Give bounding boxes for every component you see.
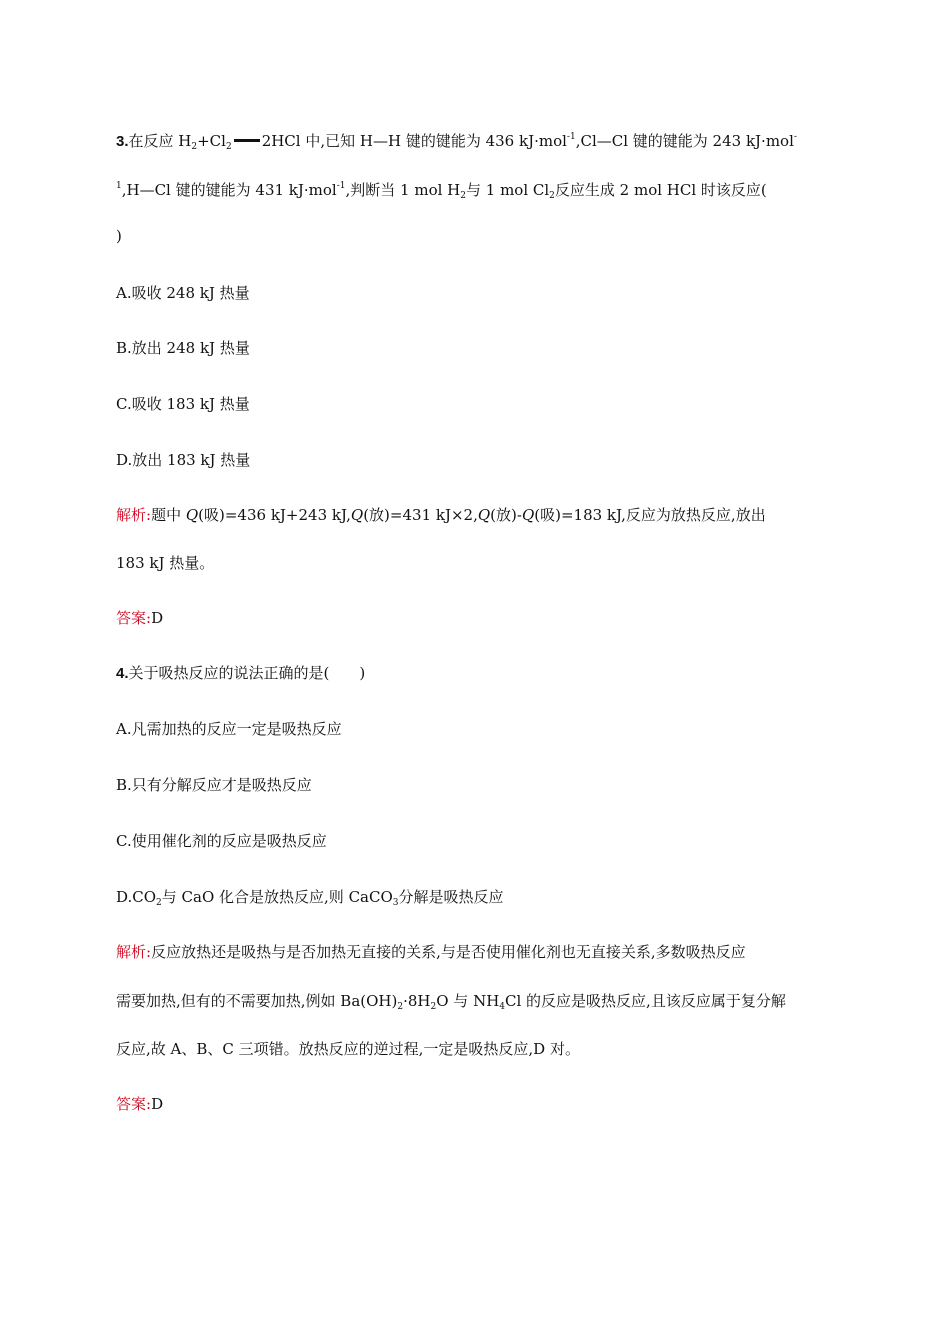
analysis-label: 解析: xyxy=(116,943,152,961)
q3-analysis-line-2: 183 kJ 热量。 xyxy=(116,554,215,572)
q3-option-a: A.吸收 248 kJ 热量 xyxy=(116,284,250,302)
q4-option-a: A.凡需加热的反应一定是吸热反应 xyxy=(116,720,342,738)
question-number: 3. xyxy=(116,133,129,150)
answer-value: D xyxy=(151,1095,164,1113)
q4-option-c: C.使用催化剂的反应是吸热反应 xyxy=(116,832,327,850)
q3-option-c: C.吸收 183 kJ 热量 xyxy=(116,395,250,413)
answer-label: 答案: xyxy=(116,1095,152,1113)
q3-answer xyxy=(116,608,163,628)
q3-analysis-line-1: 解析:题中 Q(吸)=436 kJ+243 kJ,Q(放)=431 kJ×2,Q(放)-Q(吸)=183 kJ,反应为放热反应,放出 xyxy=(116,506,766,524)
q3-stem-line-2: $^1$,H—Cl 键的键能为 431 kJ·mol$^{-1}$,判断当 1 mol $H_2$与 1 mol $Cl_2$反应生成 2 mol HCl 时该反应( xyxy=(116,181,767,201)
answer-value: D xyxy=(151,609,164,627)
q4-option-b: B.只有分解反应才是吸热反应 xyxy=(116,776,312,794)
q4-option-d: $D.CO_2$与 CaO 化合是放热反应,则 CaCO$_3$分解是吸热反应 xyxy=(116,888,504,908)
q4-answer xyxy=(116,1094,163,1114)
q3-option-b: B.放出 248 kJ 热量 xyxy=(116,339,250,357)
analysis-label: 解析: xyxy=(116,506,152,524)
q4-analysis-line-3: 反应,故 A、B、C 三项错。放热反应的逆过程,一定是吸热反应,D 对。 xyxy=(116,1040,580,1058)
q3-stem-line-3: ) xyxy=(116,227,122,245)
reaction-equal-sign xyxy=(234,139,260,142)
question-number: 4. xyxy=(116,665,129,682)
q4-analysis-line-1: 解析:反应放热还是吸热与是否加热无直接的关系,与是否使用催化剂也无直接关系,多数吸热反应 xyxy=(116,943,746,961)
q3-option-d: D.放出 183 kJ 热量 xyxy=(116,451,251,469)
q3-stem-line-1: 3.在反应 $H_2+Cl_2$ 2HCl 中,已知 H—H 键的键能为 436 kJ·mol$^{-1}$,Cl—Cl 键的键能为 243 kJ·mol- xyxy=(116,132,797,152)
q4-analysis-line-2: 需要加热,但有的不需要加热,例如 $Ba(OH)_2\cdot 8H_2O$ 与 $NH_4Cl$ 的反应是吸热反应,且该反应属于复分解 xyxy=(116,992,786,1012)
q4-stem: 4.关于吸热反应的说法正确的是( ) xyxy=(116,664,366,682)
answer-label: 答案: xyxy=(116,609,152,627)
